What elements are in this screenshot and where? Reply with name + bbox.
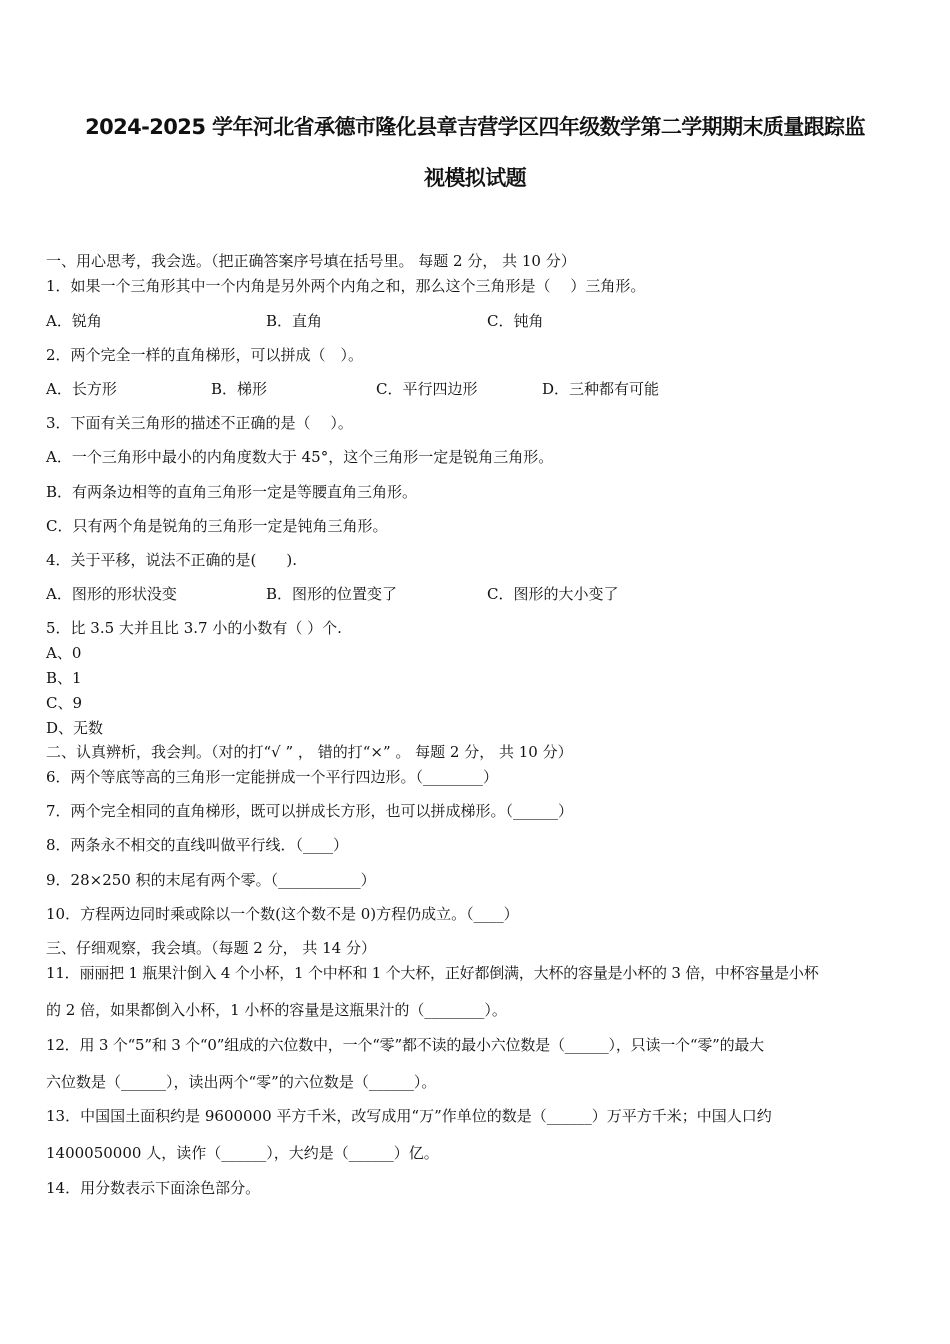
- question-2-option-b: B．梯形: [211, 380, 268, 398]
- question-2-stem: 2．两个完全一样的直角梯形，可以拼成（ ）。: [46, 346, 364, 364]
- question-7: 7．两个完全相同的直角梯形，既可以拼成长方形，也可以拼成梯形。（______）: [46, 802, 574, 820]
- question-12-line-1: 12．用 3 个“5”和 3 个“0”组成的六位数中，一个“零”都不读的最小六位数是（______），只读一个“零”的最大: [46, 1036, 764, 1054]
- question-3-option-b: B．有两条边相等的直角三角形一定是等腰直角三角形。: [46, 483, 418, 501]
- question-6: 6．两个等底等高的三角形一定能拼成一个平行四边形。（________）: [46, 768, 499, 786]
- question-2-option-c: C．平行四边形: [376, 380, 478, 398]
- section-3-header: 三、仔细观察，我会填。（每题 2 分， 共 14 分）: [46, 939, 376, 957]
- question-3-option-c: C．只有两个角是锐角的三角形一定是钝角三角形。: [46, 517, 388, 535]
- question-2-option-a: A．长方形: [46, 380, 117, 398]
- question-2-option-d: D．三种都有可能: [542, 380, 660, 398]
- document-title-line-1: 2024-2025 学年河北省承德市隆化县章吉营学区四年级数学第二学期期末质量跟踪监: [85, 115, 865, 139]
- document-title-line-2: 视模拟试题: [424, 166, 526, 190]
- question-4-option-a: A．图形的形状没变: [46, 585, 177, 603]
- question-3-stem: 3．下面有关三角形的描述不正确的是（ ）。: [46, 414, 353, 432]
- question-1-option-c: C．钝角: [487, 312, 544, 330]
- question-3-option-a: A．一个三角形中最小的内角度数大于 45°，这个三角形一定是锐角三角形。: [46, 448, 554, 466]
- question-13-line-2: 1400050000 人，读作（______），大约是（______）亿。: [46, 1144, 439, 1162]
- question-1-option-a: A．锐角: [46, 312, 102, 330]
- question-1-stem: 1．如果一个三角形其中一个内角是另外两个内角之和，那么这个三角形是（ ）三角形。: [46, 277, 646, 295]
- question-11-line-2: 的 2 倍，如果都倒入小杯，1 小杯的容量是这瓶果汁的（________）。: [46, 1001, 507, 1019]
- question-10: 10．方程两边同时乘或除以一个数(这个数不是 0)方程仍成立。（____）: [46, 905, 519, 923]
- question-5-option-d: D、无数: [46, 719, 104, 737]
- question-4-stem: 4．关于平移，说法不正确的是( ).: [46, 551, 298, 569]
- section-1-header: 一、用心思考，我会选。（把正确答案序号填在括号里。 每题 2 分， 共 10 分）: [46, 252, 576, 270]
- question-5-option-b: B、1: [46, 669, 82, 687]
- question-12-line-2: 六位数是（______），读出两个“零”的六位数是（______）。: [46, 1073, 437, 1091]
- question-5-option-a: A、0: [46, 644, 82, 662]
- question-5-stem: 5．比 3.5 大并且比 3.7 小的小数有（ ）个.: [46, 619, 342, 637]
- question-1-option-b: B．直角: [266, 312, 323, 330]
- section-2-header: 二、认真辨析，我会判。（对的打“√ ” ， 错的打“×” 。 每题 2 分， 共 10 分）: [46, 743, 573, 761]
- question-9: 9．28×250 积的末尾有两个零。（___________）: [46, 871, 376, 889]
- question-8: 8．两条永不相交的直线叫做平行线．（____）: [46, 836, 349, 854]
- question-5-option-c: C、9: [46, 694, 83, 712]
- question-13-line-1: 13．中国国土面积约是 9600000 平方千米，改写成用“万”作单位的数是（______）万平方千米；中国人口约: [46, 1107, 772, 1125]
- question-11-line-1: 11．丽丽把 1 瓶果汁倒入 4 个小杯，1 个中杯和 1 个大杯，正好都倒满，大杯的容量是小杯的 3 倍，中杯容量是小杯: [46, 964, 819, 982]
- question-14: 14．用分数表示下面涂色部分。: [46, 1179, 261, 1197]
- question-4-option-b: B．图形的位置变了: [266, 585, 398, 603]
- question-4-option-c: C．图形的大小变了: [487, 585, 619, 603]
